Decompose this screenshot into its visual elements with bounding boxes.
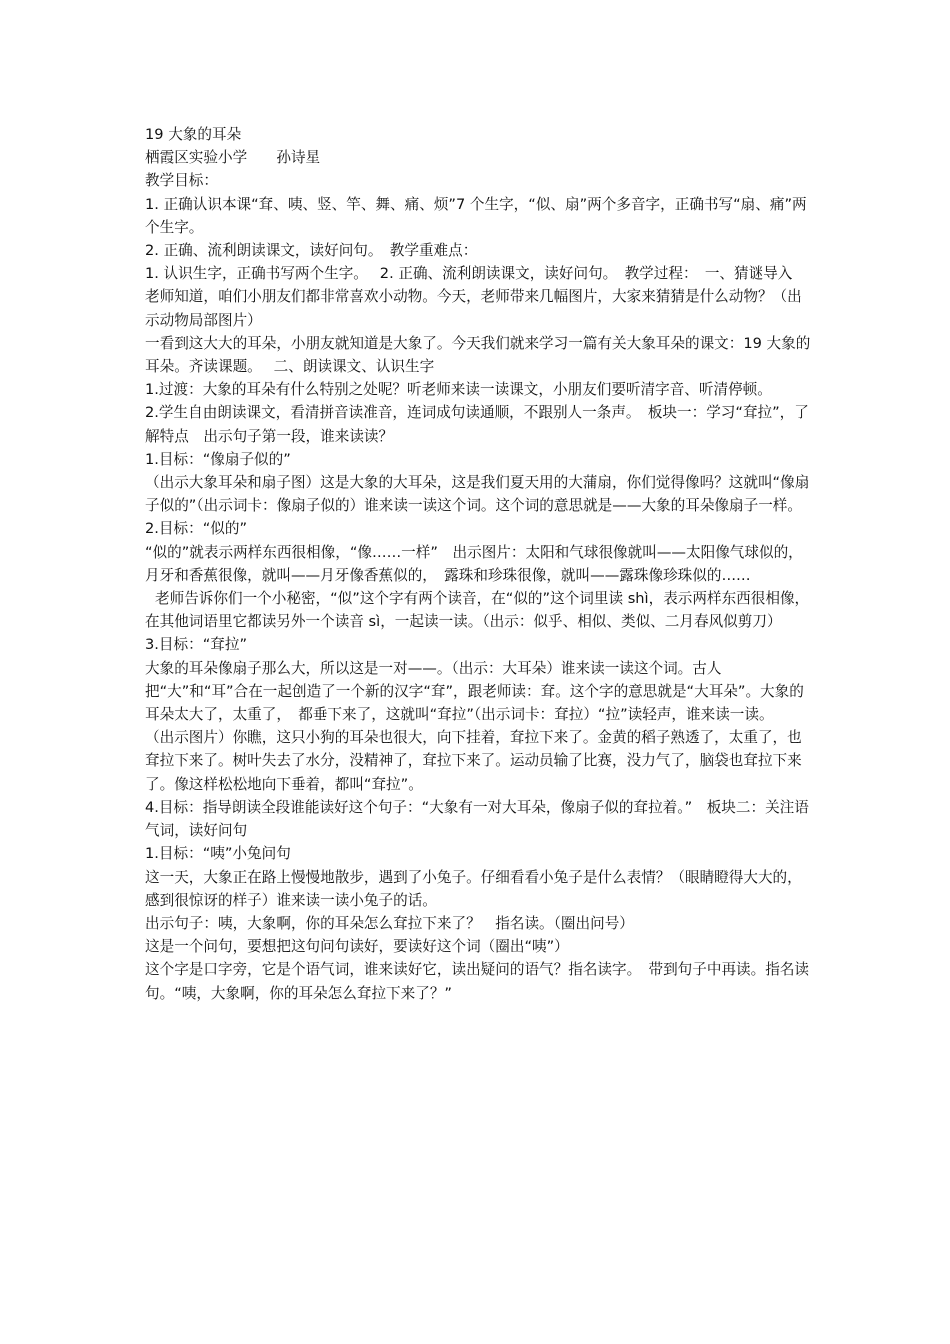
- paragraph: “似的”就表示两样东西很相像，“像……一样” 出示图片：太阳和气球很像就叫——太阳像气球似的， 月牙和香蕉很像，就叫——月牙像香蕉似的， 露珠和珍珠很像，就叫——露珠像珍珠似的……: [145, 543, 811, 584]
- paragraph: 4.目标：指导朗读全段谁能读好这个句子：“大象有一对大耳朵，像扇子似的耷拉着。” 板块二：关注语气词，读好问句: [145, 798, 809, 840]
- paragraph: 1.目标：“像扇子似的”: [145, 450, 291, 468]
- paragraph: 教学目标：: [145, 172, 218, 190]
- paragraph: （出示大象耳朵和扇子图）这是大象的大耳朵，这是我们夏天用的大蒲扇，你们觉得像吗？这就叫“像扇子似的”（出示词卡：像扇子似的）谁来读一读这个词。这个词的意思就是——大象的耳朵像扇子一样。: [145, 474, 810, 515]
- paragraph: 老师告诉你们一个小秘密，“似”这个字有两个读音，在“似的”这个词里读 shì，表示两样东西很相像，在其他词语里它都读另外一个读音 sì，一起读一读。（出示：似乎、相似、类似、二月春风似剪刀）: [145, 590, 810, 631]
- paragraph: 1.过渡：大象的耳朵有什么特别之处呢？听老师来读一读课文，小朋友们要听清字音、听清停顿。: [145, 381, 772, 399]
- paragraph: 2. 正确、流利朗读课文，读好问句。 教学重难点：: [145, 242, 478, 260]
- paragraph: 这是一个问句，要想把这句问句读好，要读好这个词（圈出“咦”）: [145, 938, 569, 956]
- document-page: [145, 123, 813, 1005]
- author-line: 栖霞区实验小学 孙诗星: [145, 149, 321, 167]
- paragraph: 2.目标：“似的”: [145, 520, 248, 538]
- paragraph: 老师知道，咱们小朋友们都非常喜欢小动物。今天，老师带来几幅图片，大家来猜猜是什么动物？（出示动物局部图片）: [145, 288, 802, 329]
- document-title: 19 大象的耳朵: [145, 126, 242, 143]
- paragraph: 3.目标：“耷拉”: [145, 636, 248, 654]
- paragraph: 这个字是口字旁，它是个语气词，谁来读好它，读出疑问的语气？指名读字。 带到句子中再读。指名读句。“咦，大象啊，你的耳朵怎么耷拉下来了？”: [145, 961, 810, 1002]
- paragraph: 1. 正确认识本课“耷、咦、竖、竿、舞、痛、烦”7 个生字，“似、扇”两个多音字，正确书写“扇、痛”两个生字。: [145, 195, 807, 236]
- paragraph: 2.学生自由朗读课文，看清拼音读准音，连词成句读通顺，不跟别人一条声。 板块一：学习“耷拉”，了解特点 出示句子第一段，谁来读读？: [145, 404, 809, 445]
- paragraph: 1. 认识生字，正确书写两个生字。 2. 正确、流利朗读课文，读好问句。 教学过程： 一、猜谜导入: [145, 265, 793, 283]
- paragraph: 大象的耳朵像扇子那么大，所以这是一对——。（出示：大耳朵）谁来读一读这个词。古人把“大”和“耳”合在一起创造了一个新的汉字“耷”，跟老师读：耷。这个字的意思就是“大耳朵”。大象的耳朵太大了，太重了， 都垂下来了，这就叫“耷拉”（出示词卡：耷拉）“拉”读轻声，谁来读一读。: [145, 659, 804, 724]
- paragraph: （出示图片）你瞧，这只小狗的耳朵也很大，向下挂着，耷拉下来了。金黄的稻子熟透了，太重了，也耷拉下来了。树叶失去了水分，没精神了，耷拉下来了。运动员输了比赛，没力气了，脑袋也耷拉下来了。像这样松松地向下垂着，都叫“耷拉”。: [145, 729, 802, 793]
- paragraph: 一看到这大大的耳朵，小朋友就知道是大象了。今天我们就来学习一篇有关大象耳朵的课文：19 大象的耳朵。齐读课题。 二、朗读课文、认识生字: [145, 334, 811, 376]
- paragraph: 这一天，大象正在路上慢慢地散步，遇到了小兔子。仔细看看小兔子是什么表情？（眼睛瞪得大大的，感到很惊讶的样子）谁来读一读小兔子的话。: [145, 868, 802, 909]
- paragraph: 1.目标：“咦”小兔问句: [145, 845, 291, 863]
- paragraph: 出示句子：咦，大象啊，你的耳朵怎么耷拉下来了？ 指名读。（圈出问号）: [145, 914, 634, 932]
